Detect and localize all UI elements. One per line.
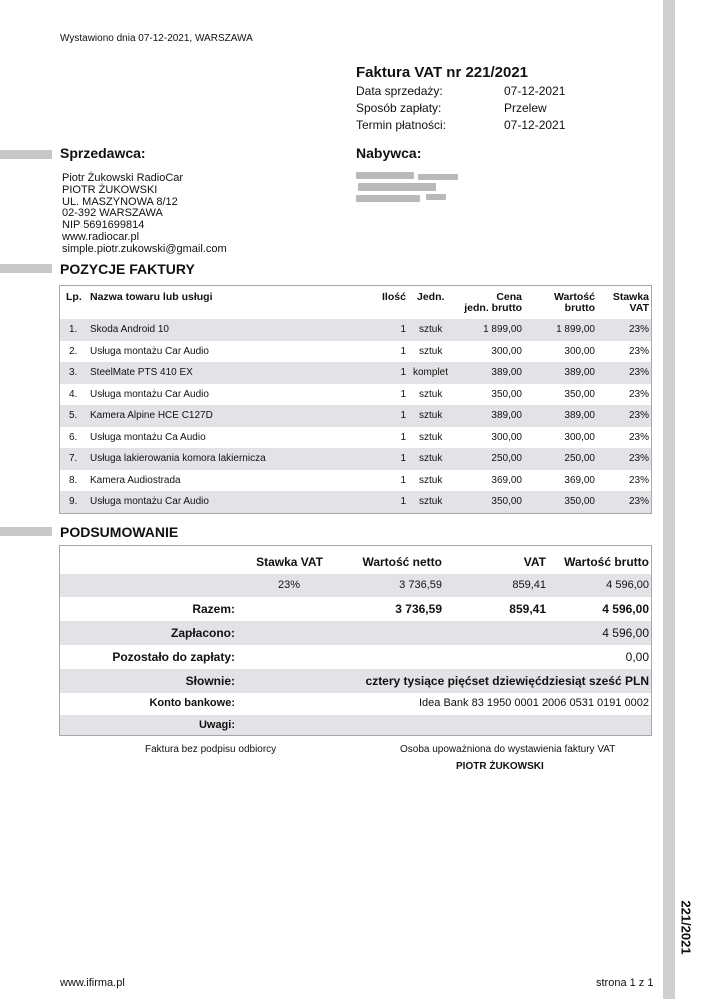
items-heading: POZYCJE FAKTURY (60, 261, 195, 277)
table-row: 1. Skoda Android 10 1 sztuk 1 899,00 1 899,00 23% (60, 319, 651, 341)
seller-details (62, 173, 227, 256)
buyer-redacted (356, 172, 464, 206)
seller-line: NIP 5691699814 (62, 219, 145, 232)
signature-issuer-note: Osoba upoważniona do wystawienia faktury VAT (400, 744, 616, 755)
side-invoice-number (676, 890, 698, 970)
buyer-heading: Nabywca: (356, 145, 422, 161)
meta-label: Data sprzedaży: (356, 84, 443, 98)
meta-sale-date (356, 84, 586, 100)
signature-recipient-note: Faktura bez podpisu odbiorcy (145, 744, 277, 755)
col-qty: Ilość (382, 291, 406, 303)
footer-website[interactable]: www.ifirma.pl (60, 977, 125, 989)
footer-page-number: strona 1 z 1 (596, 977, 654, 989)
seller-heading: Sprzedawca: (60, 145, 146, 161)
table-row: 4. Usługa montażu Car Audio 1 sztuk 350,00 350,00 23% (69, 388, 649, 400)
meta-label: Sposób zapłaty: (356, 101, 442, 115)
summary-heading: PODSUMOWANIE (60, 524, 179, 540)
summary-bank-row: Konto bankowe: Idea Bank 83 1950 0001 2006 0531 0191 0002 (149, 697, 649, 709)
summary-vat-row: 23% 3 736,59 859,41 4 596,00 (60, 574, 651, 597)
items-table (59, 285, 652, 514)
issue-date-place: Wystawiono dnia 07-12-2021, WARSZAWA (60, 33, 253, 44)
col-price: Cena jedn. brutto (464, 291, 522, 314)
side-stripe (663, 0, 675, 999)
section-marker (0, 150, 52, 159)
seller-line: simple.piotr.zukowski@gmail.com (62, 242, 227, 255)
summary-table (59, 545, 652, 736)
side-invoice-number-text: 221/2021 (678, 900, 694, 955)
col-rate: Stawka VAT (612, 291, 649, 314)
seller-line: Piotr Żukowski RadioCar (62, 172, 184, 184)
seller-line: UL. MASZYNOWA 8/12 (62, 195, 178, 208)
seller-line: www.radiocar.pl (62, 230, 140, 243)
invoice-title: Faktura VAT nr 221/2021 (356, 64, 529, 81)
meta-value: 07-12-2021 (504, 118, 566, 132)
summary-words-row: Słownie: cztery tysiące pięćset dziewięćdziesiąt sześć PLN (60, 669, 651, 693)
summary-notes-row: Uwagi: (60, 715, 651, 735)
seller-line: PIOTR ŻUKOWSKI (62, 183, 158, 196)
meta-due-date (356, 118, 586, 134)
table-row: 8. Kamera Audiostrada 1 sztuk 369,00 369,00 23% (69, 474, 649, 486)
table-row: 6. Usługa montażu Ca Audio 1 sztuk 300,00 300,00 23% (69, 431, 649, 443)
table-row: 2. Usługa montażu Car Audio 1 sztuk 300,00 300,00 23% (69, 345, 649, 357)
summary-paid-row: Zapłacono: 4 596,00 (60, 621, 651, 645)
summary-total-row: Razem: 3 736,59 859,41 4 596,00 (192, 602, 649, 616)
col-value: Wartość brutto (553, 291, 595, 314)
meta-value: 07-12-2021 (504, 84, 566, 98)
meta-value: Przelew (504, 101, 547, 115)
table-row: 7. Usługa lakierowania komora lakiernicza 1 sztuk 250,00 250,00 23% (60, 448, 651, 470)
col-name: Nazwa towaru lub usługi (90, 291, 213, 303)
table-row: 3. SteelMate PTS 410 EX 1 komplet 389,00 389,00 23% (60, 362, 651, 384)
col-unit: Jedn. (417, 291, 445, 303)
section-marker (0, 264, 52, 273)
table-row: 5. Kamera Alpine HCE C127D 1 sztuk 389,00 389,00 23% (60, 405, 651, 427)
meta-payment-method (356, 101, 586, 117)
table-row: 9. Usługa montażu Car Audio 1 sztuk 350,00 350,00 23% (60, 491, 651, 513)
signature-issuer-name: PIOTR ŻUKOWSKI (456, 761, 544, 772)
items-table-header (60, 286, 651, 319)
seller-line: 02-392 WARSZAWA (62, 207, 163, 220)
summary-remaining-row: Pozostało do zapłaty: 0,00 (112, 650, 649, 664)
col-lp: Lp. (66, 291, 82, 303)
summary-header: Stawka VAT Wartość netto VAT Wartość brutto (256, 555, 649, 569)
section-marker (0, 527, 52, 536)
meta-label: Termin płatności: (356, 118, 447, 132)
